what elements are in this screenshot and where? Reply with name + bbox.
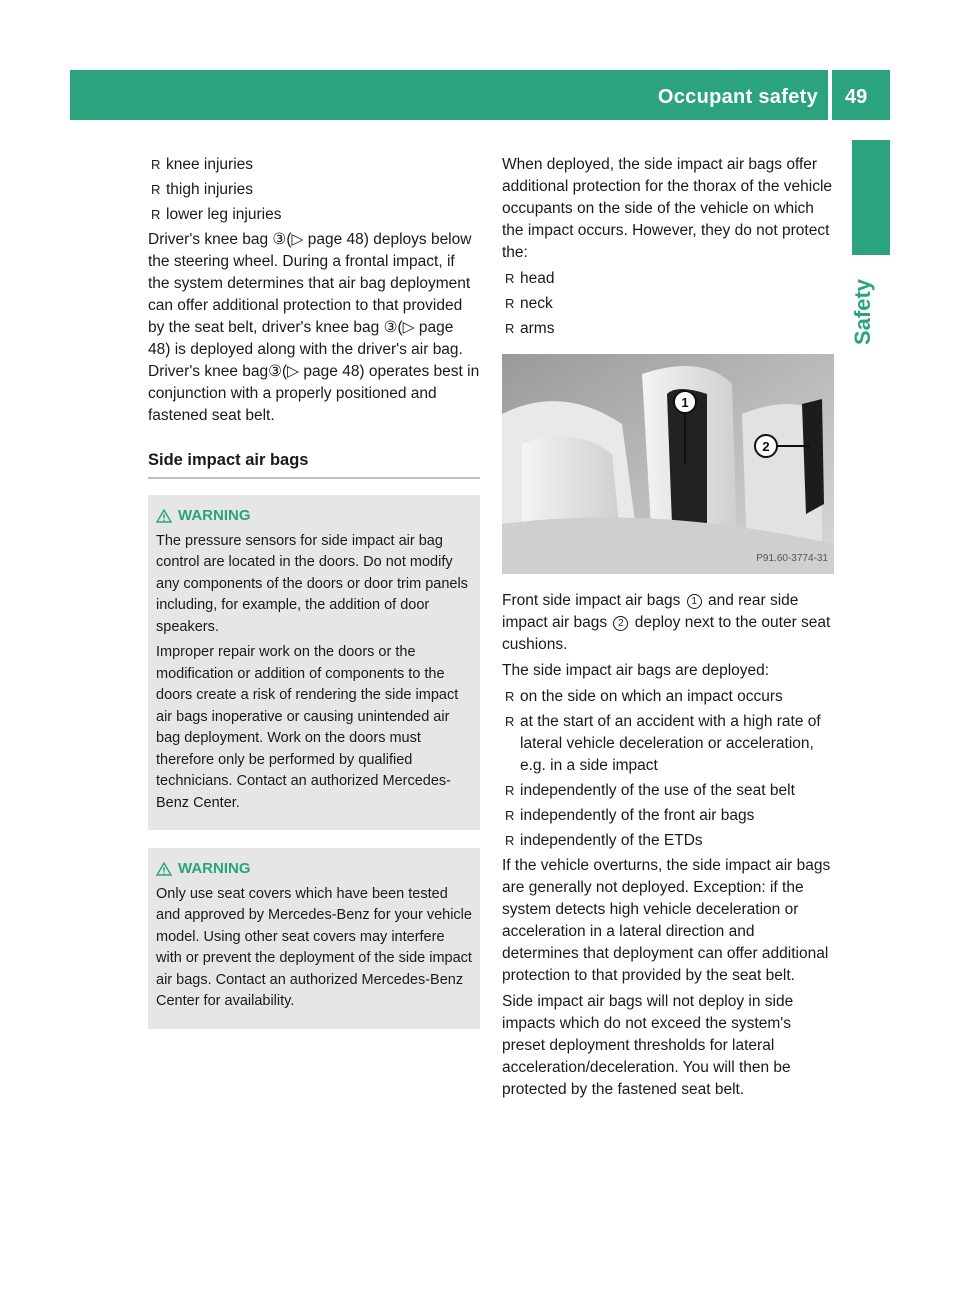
knee-bag-paragraph: Driver's knee bag ③(▷ page 48) deploys below the steering wheel. During a frontal impact, if the system determines that air bag deployment can offer additional protection to that provided by the seat belt, driver's knee bag ③(▷ page 48) is deployed along with the driver's air bag. Driver's knee bag③(▷ page 48) operates best in conjunction with a properly positioned and fastened seat belt. [148, 231, 480, 424]
warning-box [148, 495, 480, 830]
warning-text: Improper repair work on the doors or the modification or addition of components to the doors create a risk of rendering the side impact air bags inoperative or causing unintended air bag deployment. Work on the doors must therefore only be performed by qualified technicians. Contact an authorized Mercedes-Benz Center. [156, 644, 459, 811]
chapter-tab [852, 140, 890, 255]
chapter-label: Safety [850, 278, 875, 345]
header-divider [828, 70, 832, 120]
callout-2-marker: 2 [613, 616, 628, 631]
intro-paragraph: When deployed, the side impact air bags offer additional protection for the thorax of the vehicle occupants on the side of the vehicle on which the impact occurs. However, they do not protect the: [502, 156, 833, 261]
list-item: R neck [502, 293, 834, 315]
list-item: R head [502, 268, 834, 290]
warning-title [156, 505, 472, 527]
warning-text: Only use seat covers which have been tested and approved by Mercedes-Benz for your vehicle model. Using other seat covers may interfere with or prevent the deployment of the side impact air bags. Contact an authorized Mercedes-Benz Center for availability. [156, 885, 472, 1009]
page-section-title: Occupant safety [657, 86, 818, 108]
threshold-paragraph: Side impact air bags will not deploy in side impacts which do not exceed the system's preset deployment thresholds for lateral acceleration/deceleration. You will then be protected by the fastened seat belt. [502, 993, 794, 1098]
list-item: R lower leg injuries [148, 204, 480, 226]
list-item: R independently of the front air bags [502, 805, 834, 827]
figure-callout-1: 1 [681, 395, 689, 410]
list-item: R independently of the ETDs [502, 830, 834, 852]
caption-text: deploy next to the outer seat cushions. [502, 614, 831, 653]
warning-triangle-icon [156, 862, 172, 876]
warning-title [156, 858, 472, 880]
page-number: 49 [845, 86, 868, 108]
caption-text: Front side impact air bags [502, 592, 685, 609]
overturn-paragraph: If the vehicle overturns, the side impact air bags are generally not deployed. Exception: if the system detects high vehicle deceleration or acceleration in a lateral direction and determines that deployment can offer additional protection to that provided by the seat belt. [502, 857, 831, 984]
warning-title-text: WARNING [178, 507, 251, 524]
seat-airbag-figure [502, 354, 834, 574]
section-heading: Side impact air bags [148, 449, 480, 479]
warning-title-text: WARNING [178, 860, 251, 877]
list-item: R arms [502, 318, 834, 340]
list-item: R on the side on which an impact occurs [502, 686, 834, 708]
list-item: R at the start of an accident with a high rate of lateral vehicle deceleration or acceleration, e.g. in a side impact [502, 711, 834, 777]
figure-code: P91.60-3774-31 [756, 553, 828, 564]
list-item: R thigh injuries [148, 179, 480, 201]
warning-box [148, 848, 480, 1029]
rear-seat-illustration [502, 354, 834, 574]
caption-text: and rear side impact air bags [502, 592, 799, 631]
deployed-intro: The side impact air bags are deployed: [502, 662, 770, 679]
warning-triangle-icon [156, 509, 172, 523]
callout-1-marker: 1 [687, 594, 702, 609]
right-column [502, 154, 834, 1105]
left-column [148, 154, 480, 1029]
figure-callout-2: 2 [762, 439, 770, 454]
list-item: R independently of the use of the seat belt [502, 780, 834, 802]
list-item: R knee injuries [148, 154, 480, 176]
warning-text: The pressure sensors for side impact air bag control are located in the doors. Do not modify any components of the doors or door trim panels including, for example, the addition of door speakers. [156, 532, 468, 635]
figure-caption [502, 590, 834, 656]
